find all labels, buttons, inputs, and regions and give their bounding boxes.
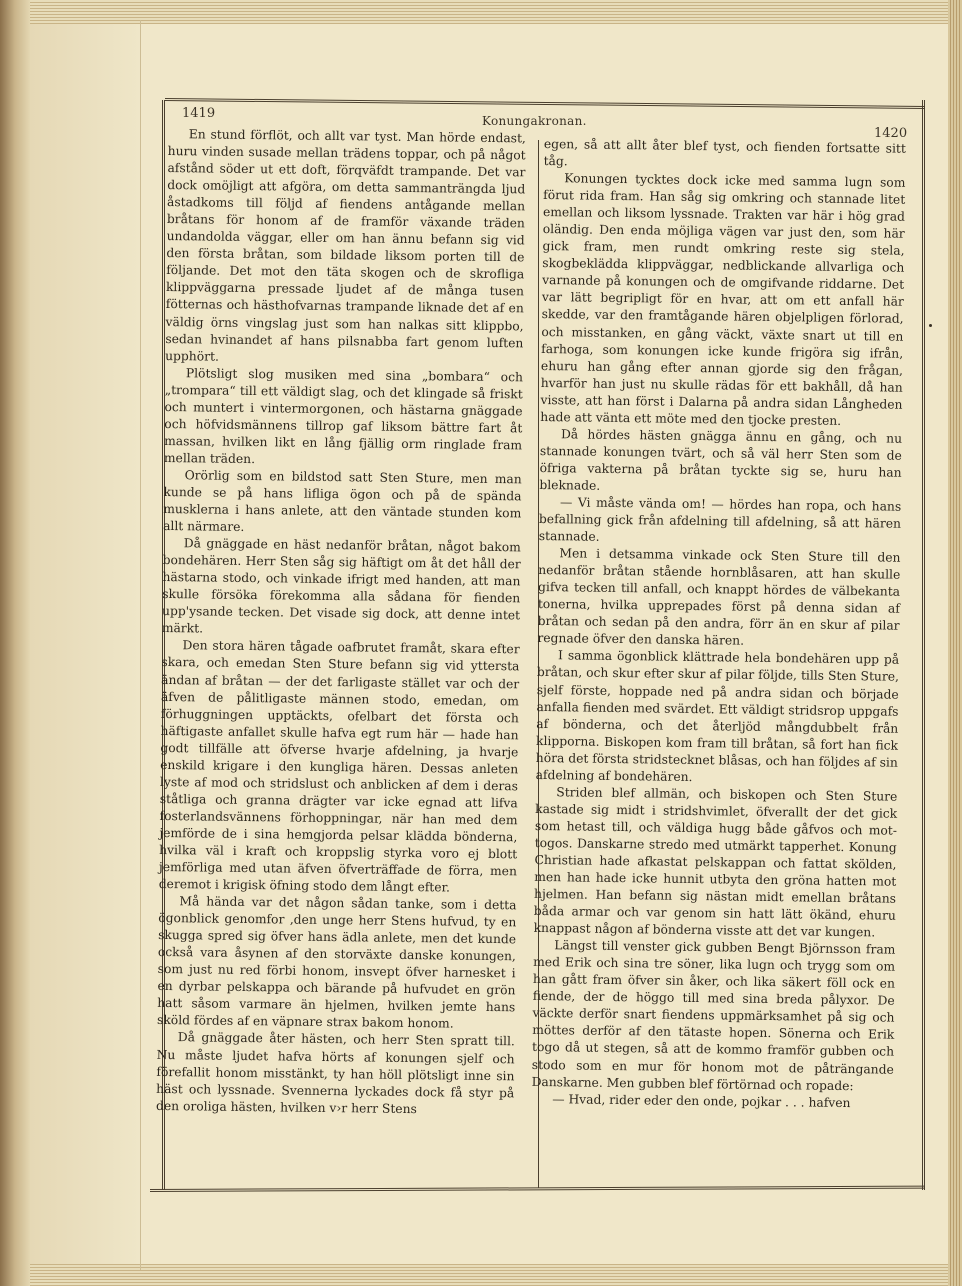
right-column: [531, 136, 906, 1112]
paragraph: En stund förflöt, och allt var tyst. Man hörde endast, huru vinden susade mellan trädens toppar, och på något afstånd söder ut ett doft, förqväfdt trampande. Det var dock omöjligt att afgöra, om detta sammanträngda ljud åstadkoms till följd af fiendens antågande mellan bråtans för honom af de framför växande träden undandolda väggar, eller om han ännu befann sig vid den första bråtan, som bildade liksom porten till de följande. Det mot den täta skogen och de skrofliga klippväggarna pressade ljudet af de många tusen fötternas och hästhofvarnas trampande liknade det af en väldig örns vingslag just som han nalkas sitt klippbo, sedan hvinandet af hans pilsnabba fart genom luften upphört.: [165, 127, 526, 364]
paragraph: Plötsligt slog musiken med sina „bombara“ och „trompara“ till ett väldigt slag, och det klingade så friskt och muntert i vintermorgonen, och hästarna gnäggade och höfvidsmännens tillrop gaf liksom bättre fart åt massan, hvilken likt en lång fjällig orm ringlade fram mellan träden.: [163, 365, 524, 466]
paragraph: Konungen tycktes dock icke med samma lugn som förut rida fram. Han såg sig omkring och stannade litet emellan och liksom lyssnade. Trakten var här i hög grad oländig. Den enda möjliga vägen var just den, som här gick fram, men rundt omkring reste sig stela, skogbeklädda klippväggar, nedblickande allvarliga och varnande på konungen och de omgifvande riddarne. Det var lätt begripligt för en hvar, att om ett anfall här skedde, var den framtågande hären objelpligen förlorad, och misstanken, en gång väckt, växte snart ut till en farhoga, som konungen icke kunde frigöra sig ifrån, ehuru han gång efter annan gjorde sig den frågan, hvarför han just nu skulle rädas för ett bakhåll, då han visste, att han först i Dalarna på andra sidan Långheden hade att vänta ett möte med den tjocke presten.: [540, 171, 906, 428]
left-page-number: 1419: [182, 106, 216, 121]
paragraph: — Hvad, rider eder den onde, pojkar . . . hafven: [552, 1091, 851, 1110]
paragraph: egen, så att allt åter blef tyst, och fienden fortsatte sitt tåg.: [543, 136, 906, 169]
paragraph: Den stora hären tågade oafbrutet framåt, skara efter skara, och emedan Sten Sture befann sig vid yttersta ändan af bråtan — der det farligaste stället var och der äfven de pålitligaste männen stodo, emedan, om förhuggningen upptäckts, ofelbart det första och häftigaste anfallet skulle hafva egt rum här — hade han godt tillfälle att öfverse hvarje afdelning, ja hvarje enskild krigare i den kungliga hären. Dessas anleten lyste af mod och stridslust och anblicken af dem i deras ståtliga och granna drägter var icke egnad att lifva fosterlandsvännens förhoppningar, när han med dem jemförde de i sina hemgjorda pelsar klädda bönderna, hvilka väl i kraft och kroppslig styrka voro ej blott jemförliga med utan äfven öfverträffade de förra, men deremot i krigisk öfning stodo dem långt efter.: [158, 638, 520, 895]
paragraph: Må hända var det någon sådan tanke, som i detta ögonblick genomfor ‚den unge herr Stens hufvud, ty en skugga spred sig öfver hans ädla anlete, men det kunde också vara åsynen af den storväxte danske konungen, som just nu red förbi honom, insvept öfver harnesket i en dyrbar pelskappa och bärande på hufvudet en grön hatt såsom varmare än hjelmen, hvilken jemte hans sköld fördes af en väpnare strax bakom honom.: [156, 894, 517, 1031]
gutter-line: [140, 20, 141, 1270]
right-page-number: 1420: [874, 126, 908, 141]
frame-rule-right: [922, 100, 926, 1190]
book-binding: [0, 0, 30, 1286]
left-page-edge: [30, 0, 140, 1286]
page-stack-right: [948, 0, 962, 1286]
paragraph: Då gnäggade åter hästen, och herr Sten spratt till. Nu måste ljudet hafva hörts af konungen sjelf och förefallit honom misstänkt, ty han höll plötsligt inne sin häst och lyssnade. Svennerna lyckades dock få styr på den oroliga hästen, hvilken v›r herr Stens: [155, 1030, 515, 1116]
paragraph: Då gnäggade en häst nedanför bråtan, något bakom bondehären. Herr Sten såg sig häftigt om åt det håll der hästarna stodo, och vinkade ifrigt med handen, att man skulle försöka förekomma alla sådana för fienden upp'ysande tecken. Det visade sig dock, att denne intet märkt.: [161, 536, 521, 636]
header-rule: [165, 98, 925, 109]
paragraph: Striden blef allmän, och biskopen och Sten Sture kastade sig midt i stridshvimlet, öfverallt der det gick som hetast till, och väldiga hugg både gåfvos och mottogos. Danskarne stredo med utmärkt tapperhet. Konung Christian hade afkastat pelskappan och fattat skölden, men han hade icke hunnit utbyta den gröna hatten mot hjelmen. Han befann sig nästan midt emellan bråtans båda armar och var genom sin hatt lätt ökänd, ehuru knappast någon af bönderna visste att det var kungen.: [533, 784, 898, 940]
running-title: Konungakronan.: [482, 114, 587, 128]
left-column: [156, 126, 526, 1119]
paragraph: Men i detsamma vinkade ock Sten Sture till den nedanför bråtan stående hornblåsaren, att han skulle gifva tecken till anfall, och knappt hördes de välbekanta tonerna, hvilka upprepades först på denna sidan af bråtan och sedan på den andra, förr än en skur af pilar regnade öfver den danska hären.: [537, 546, 901, 649]
page-stack-top: [30, 0, 948, 24]
paragraph: Orörlig som en bildstod satt Sten Sture, men man kunde se på hans lifliga ögon och på de spända musklerna i hans anlete, att den väntade stunden kom allt närmare.: [163, 468, 522, 535]
page-stack-bottom: [30, 1264, 948, 1286]
paragraph: — Vi måste vända om! — hördes han ropa, och hans befallning gick från afdelning till afdelning, så att hären stannade.: [538, 495, 902, 544]
paragraph: I samma ögonblick klättrade hela bondehären upp på bråtan, och skur efter skur af pilar följde, tills Sten Sture, sjelf förste, hoppade ned på andra sidan och började anfalla fienden med svärdet. Ett väldigt stridsrop uppgafs af bönderna, och det återljöd mångdubbelt från klipporna. Biskopen kom fram till bråtan, så fort han fick höra det första stridstecknet blåsas, och han följdes af sin afdelning af bondehären.: [535, 648, 900, 784]
paragraph: Då hördes hästen gnägga ännu en gång, och nu stannade konungen tvärt, och så väl herr Sten som de öfriga vakterna på bråtan tyckte sig se, huru han bleknade.: [539, 427, 903, 493]
paragraph: Längst till venster gick gubben Bengt Björnsson fram med Erik och sina tre söner, lika lugn och trygg som om han gått fram öfver sin åker, och lika säkert föll ock en fiende, der de höggo till med sina breda pålyxor. De väckte derför snart fiendens uppmärksamhet på sig och möttes derför af den tätaste hopen. Sönerna och Erik togo då ut stegen, så att de kommo framför gubben och stodo som en mur för honom mot de påträngande Danskarne. Men gubben blef förtörnad och ropade:: [531, 938, 896, 1093]
margin-mark: [929, 324, 932, 327]
